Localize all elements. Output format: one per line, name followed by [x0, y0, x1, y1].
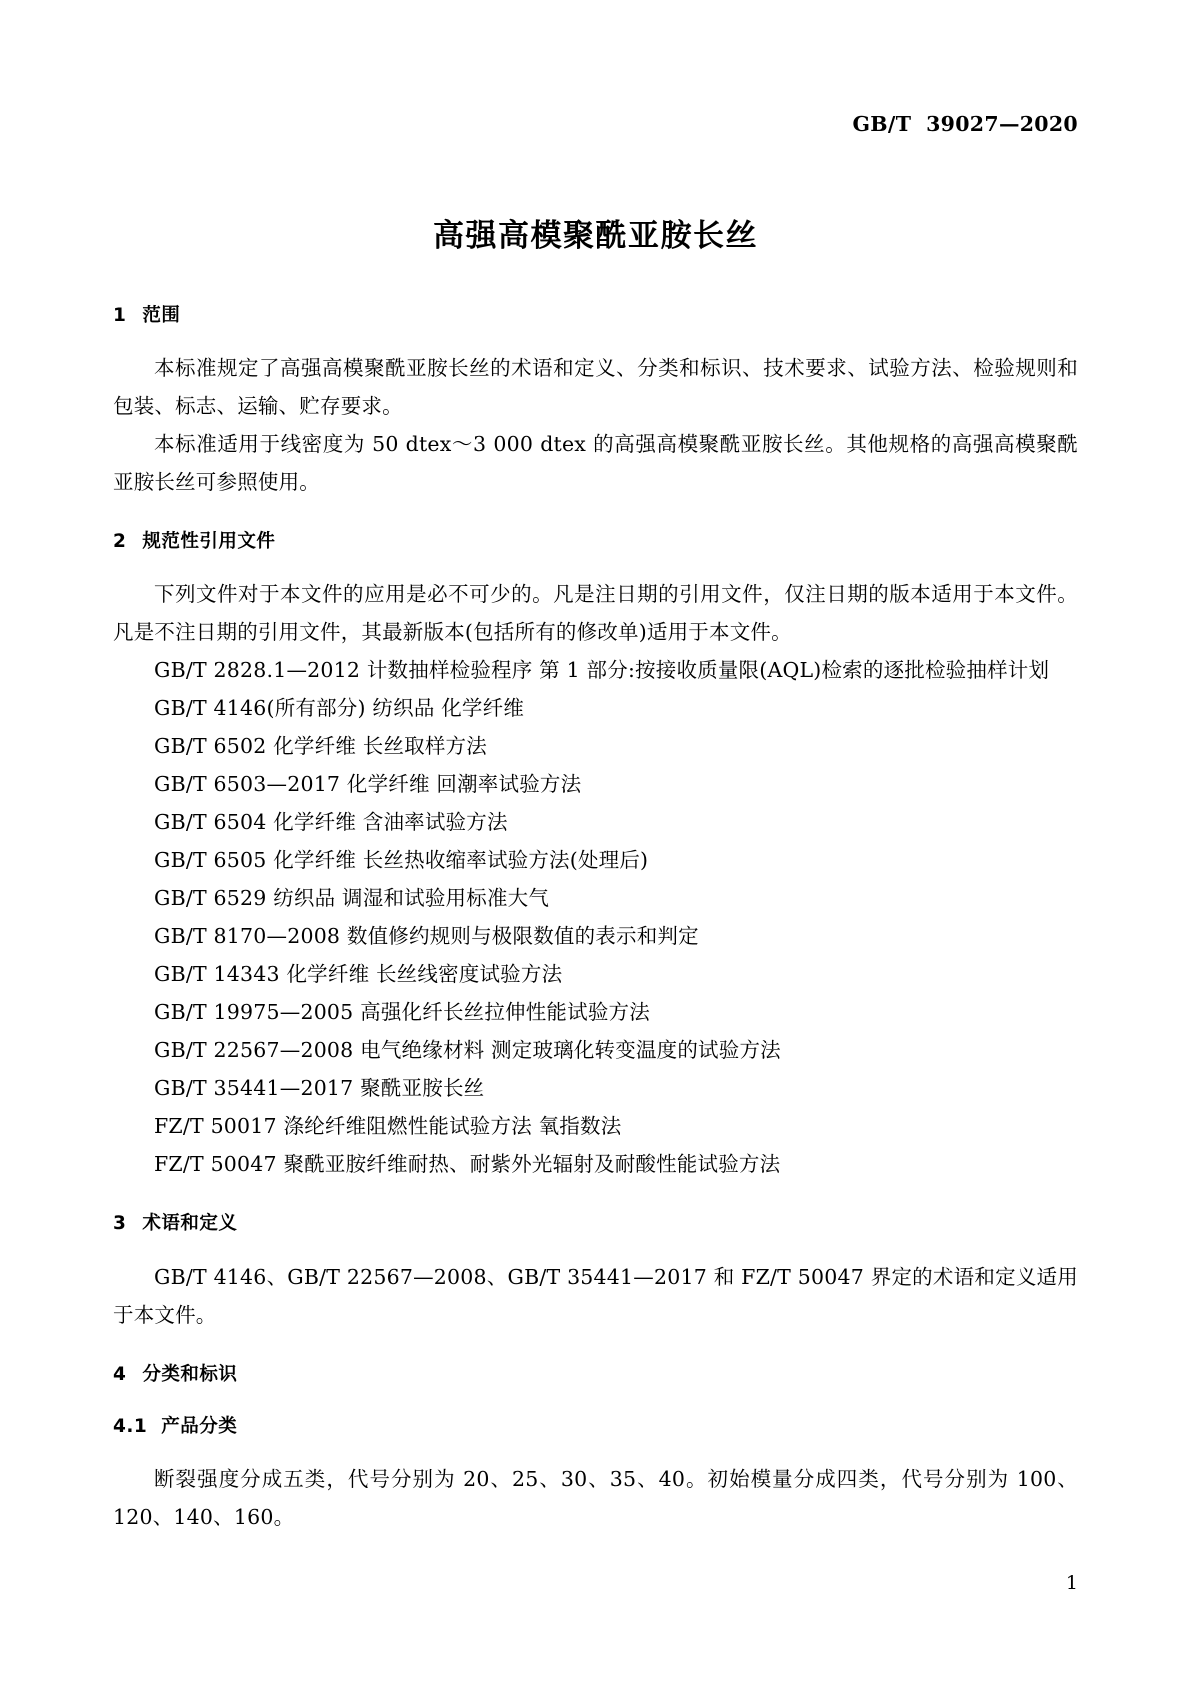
section-heading-3 — [113, 1213, 1078, 1235]
section-3-paragraph-1: GB/T 4146、GB/T 22567—2008、GB/T 35441—2017 和 FZ/T 50047 界定的术语和定义适用于本文件。 — [113, 1264, 1078, 1327]
section-heading-4 — [113, 1364, 1078, 1386]
reference-item: GB/T 19975—2005 高强化纤长丝拉伸性能试验方法 — [154, 1000, 650, 1025]
spacer — [113, 553, 1078, 575]
section-number-2: 2 — [113, 531, 127, 553]
reference-item: GB/T 4146(所有部分) 纺织品 化学纤维 — [154, 696, 525, 721]
page-footer — [113, 1572, 1078, 1594]
section-title-3: 术语和定义 — [142, 1213, 238, 1235]
section-title-1: 范围 — [142, 305, 181, 326]
section-title-2: 规范性引用文件 — [142, 531, 276, 553]
reference-item: GB/T 6504 化学纤维 含油率试验方法 — [154, 810, 508, 835]
reference-item: FZ/T 50017 涤纶纤维阻燃性能试验方法 氧指数法 — [154, 1114, 622, 1139]
subsection-4-1-paragraph-1: 断裂强度分成五类，代号分别为 20、25、30、35、40。初始模量分成四类，代号分别为 100、120、140、160。 — [113, 1466, 1078, 1529]
reference-item: GB/T 2828.1—2012 计数抽样检验程序 第 1 部分:按接收质量限(AQL)检索的逐批检验抽样计划 — [154, 658, 1050, 683]
spacer — [113, 501, 1078, 531]
section-number-1: 1 — [113, 305, 127, 326]
subsection-heading-4-1 — [113, 1416, 1078, 1438]
section-1-paragraph-2: 本标准适用于线密度为 50 dtex～3 000 dtex 的高强高模聚酰亚胺长丝。其他规格的高强高模聚酰亚胺长丝可参照使用。 — [113, 432, 1078, 495]
page-title: 高强高模聚酰亚胺长丝 — [433, 218, 758, 254]
standard-code: GB/T 39027—2020 — [852, 112, 1078, 136]
reference-item: GB/T 6503—2017 化学纤维 回潮率试验方法 — [154, 772, 582, 797]
reference-item: GB/T 22567—2008 电气绝缘材料 测定玻璃化转变温度的试验方法 — [154, 1038, 781, 1063]
section-title-4: 分类和标识 — [142, 1363, 238, 1385]
section-1-paragraph-1: 本标准规定了高强高模聚酰亚胺长丝的术语和定义、分类和标识、技术要求、试验方法、检验规则和包装、标志、运输、贮存要求。 — [113, 356, 1078, 419]
section-number-3: 3 — [113, 1213, 127, 1235]
reference-item: GB/T 35441—2017 聚酰亚胺长丝 — [154, 1076, 485, 1101]
reference-item: GB/T 6529 纺织品 调湿和试验用标准大气 — [154, 886, 550, 911]
spacer — [113, 1334, 1078, 1364]
spacer — [113, 1386, 1078, 1416]
subsection-title-4-1: 产品分类 — [161, 1415, 238, 1437]
section-heading-2 — [113, 531, 1078, 553]
normative-reference-list — [113, 651, 1078, 1183]
spacer — [113, 1236, 1078, 1258]
page-number: 1 — [1065, 1572, 1078, 1594]
spacer — [113, 1183, 1078, 1213]
reference-item: FZ/T 50047 聚酰亚胺纤维耐热、耐紫外光辐射及耐酸性能试验方法 — [154, 1152, 781, 1177]
reference-item: GB/T 8170—2008 数值修约规则与极限数值的表示和判定 — [154, 924, 699, 949]
reference-item: GB/T 6505 化学纤维 长丝热收缩率试验方法(处理后) — [154, 848, 649, 873]
spacer — [113, 327, 1078, 349]
document-body — [113, 305, 1078, 1536]
reference-item: GB/T 14343 化学纤维 长丝线密度试验方法 — [154, 962, 563, 987]
section-2-paragraph-1: 下列文件对于本文件的应用是必不可少的。凡是注日期的引用文件，仅注日期的版本适用于本文件。凡是不注日期的引用文件，其最新版本(包括所有的修改单)适用于本文件。 — [113, 582, 1078, 645]
section-number-4: 4 — [113, 1363, 127, 1385]
reference-item: GB/T 6502 化学纤维 长丝取样方法 — [154, 734, 487, 759]
spacer — [113, 1438, 1078, 1460]
subsection-number-4-1: 4.1 — [113, 1415, 148, 1437]
section-heading-1 — [113, 305, 1078, 327]
page-header — [113, 112, 1078, 138]
